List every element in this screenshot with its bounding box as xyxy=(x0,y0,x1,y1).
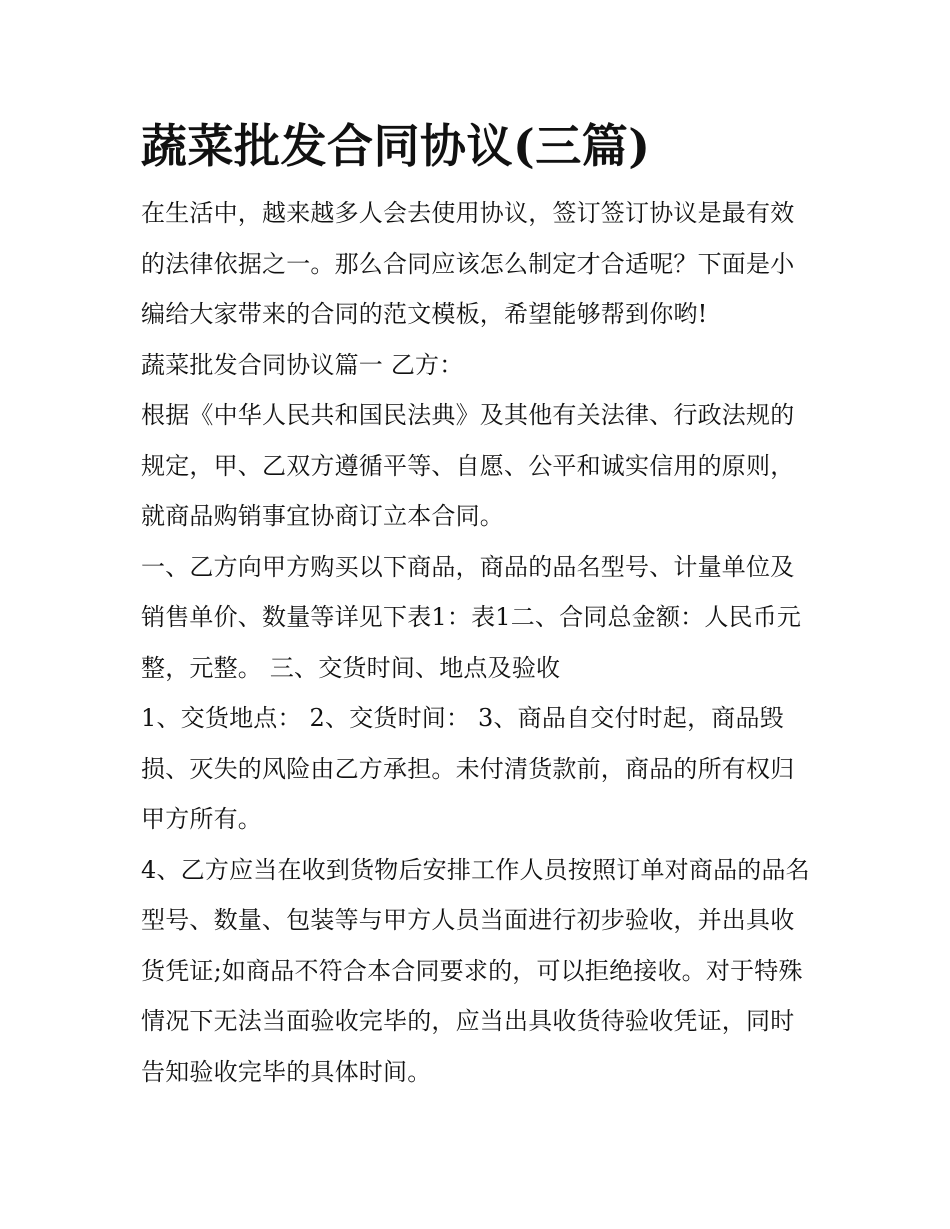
clause-inspection-paragraph: 4、乙方应当在收到货物后安排工作人员按照订单对商品的品名型号、数量、包装等与甲方人员当面进行初步验收，并出具收货凭证;如商品不符合本合同要求的，可以拒绝接收。对于特殊情况下无法当面验收完毕的，应当出具收货待验收凭证，同时告知验收完毕的具体时间。 xyxy=(141,855,810,1086)
clause-delivery-paragraph: 1、交货地点： 2、交货时间： 3、商品自交付时起，商品毁损、灭失的风险由乙方承担。未付清货款前，商品的所有权归甲方所有。 xyxy=(141,704,795,833)
clause-one-paragraph: 一、乙方向甲方购买以下商品，商品的品名型号、计量单位及销售单价、数量等详见下表1：表1二、合同总金额：人民币元整，元整。 三、交货时间、地点及验收 xyxy=(141,552,802,682)
intro-paragraph: 在生活中，越来越多人会去使用协议，签订签订协议是最有效的法律依据之一。那么合同应该怎么制定才合适呢？下面是小编给大家带来的合同的范文模板，希望能够帮到你哟! xyxy=(141,199,795,328)
document-title: 蔬菜批发合同协议(三篇) xyxy=(141,119,651,173)
section-heading-part-one: 蔬菜批发合同协议篇一 乙方： xyxy=(141,350,464,379)
legal-basis-paragraph: 根据《中华人民共和国民法典》及其他有关法律、行政法规的规定，甲、乙双方遵循平等、自愿、公平和诚实信用的原则，就商品购销事宜协商订立本合同。 xyxy=(141,401,795,530)
document-page xyxy=(141,108,813,1097)
